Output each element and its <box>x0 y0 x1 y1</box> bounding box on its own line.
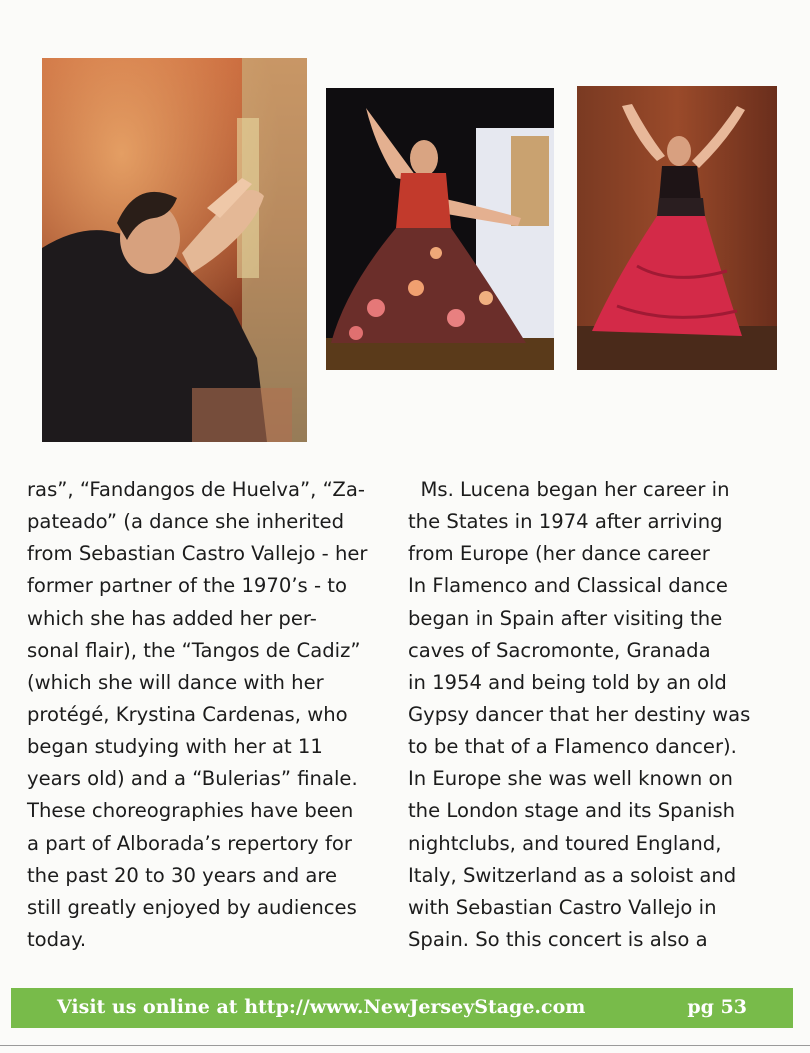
article-line: nightclubs, and toured England, <box>408 831 722 855</box>
article-line: began in Spain after visiting the <box>408 606 723 630</box>
article-line: In Europe she was well known on <box>408 767 733 791</box>
article-line: These choreographies have been <box>27 799 354 823</box>
article-line: sonal flair), the “Tangos de Cadiz” <box>27 638 361 662</box>
article-line: the London stage and its Spanish <box>408 799 736 823</box>
bottom-divider <box>0 1045 810 1046</box>
article-line: with Sebastian Castro Vallejo in <box>408 895 717 919</box>
article-line: In Flamenco and Classical dance <box>408 574 728 598</box>
footer-bar <box>11 988 793 1028</box>
article-line: Ms. Lucena began her career in <box>408 478 730 501</box>
article-line: today. <box>27 927 87 951</box>
article-line: from Europe (her dance career <box>408 542 710 566</box>
article-line: pateado” (a dance she inherited <box>27 510 345 534</box>
article-line: still greatly enjoyed by audiences <box>27 895 357 919</box>
article-line: protégé, Krystina Cardenas, who <box>27 702 348 726</box>
article-line: former partner of the 1970’s - to <box>27 574 347 598</box>
article-line: caves of Sacromonte, Granada <box>408 638 711 662</box>
article-line: to be that of a Flamenco dancer). <box>408 735 737 759</box>
article-line: Gypsy dancer that her destiny was <box>408 702 751 726</box>
article-line: ras”, “Fandangos de Huelva”, “Za- <box>27 478 365 501</box>
article-line: (which she will dance with her <box>27 670 324 694</box>
article-column-right <box>408 474 788 956</box>
article-line: which she has added her per- <box>27 606 317 630</box>
article-line: began studying with her at 11 <box>27 735 323 759</box>
article-line: from Sebastian Castro Vallejo - her <box>27 542 368 566</box>
photo-man-clapping <box>42 58 307 442</box>
article-line: Italy, Switzerland as a soloist and <box>408 863 737 887</box>
article-line: in 1954 and being told by an old <box>408 670 727 694</box>
photo-dancer-floral-dress <box>326 88 554 370</box>
article-line: Spain. So this concert is also a <box>408 927 708 951</box>
page-number: pg 53 <box>687 996 747 1018</box>
article-line: the past 20 to 30 years and are <box>27 863 338 887</box>
photo-dancer-red-skirt <box>577 86 777 370</box>
footer-website-text: Visit us online at http://www.NewJerseyStage.com <box>57 996 586 1018</box>
article-line: the States in 1974 after arriving <box>408 510 723 534</box>
article-column-left <box>27 474 402 956</box>
article-line: a part of Alborada’s repertory for <box>27 831 352 855</box>
article-line: years old) and a “Bulerias” finale. <box>27 767 358 791</box>
